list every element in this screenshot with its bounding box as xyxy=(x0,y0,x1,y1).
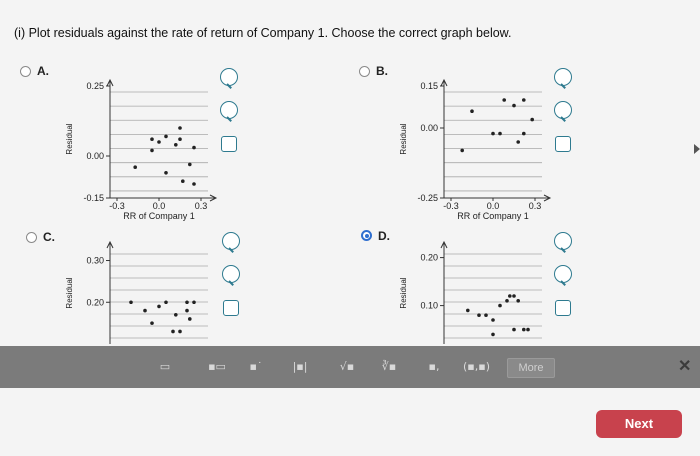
data-point xyxy=(522,132,526,136)
data-point xyxy=(491,333,495,337)
data-point xyxy=(164,300,168,304)
nth-root-icon[interactable]: ∛▪ xyxy=(381,360,397,373)
question-text: (i) Plot residuals against the rate of return of Company 1. Choose the correct graph below. xyxy=(14,26,512,40)
data-point xyxy=(150,137,154,141)
data-point xyxy=(460,149,464,153)
data-point xyxy=(129,300,133,304)
data-point xyxy=(133,165,137,169)
exponent-icon[interactable]: ▪˙ xyxy=(249,360,263,373)
option-c-letter: C. xyxy=(43,230,55,244)
x-tick-label: 0.3 xyxy=(194,201,208,211)
data-point xyxy=(192,182,196,186)
y-tick-label: 0.30 xyxy=(86,255,104,266)
y-axis-label: Residual xyxy=(399,123,408,155)
data-point xyxy=(178,126,182,130)
math-toolbar xyxy=(0,346,700,388)
data-point xyxy=(505,299,509,303)
data-point xyxy=(178,330,182,334)
data-point xyxy=(491,132,495,136)
data-point xyxy=(181,179,185,183)
data-point xyxy=(164,171,168,175)
x-tick-label: 0.0 xyxy=(486,201,500,211)
data-point xyxy=(484,313,488,317)
data-point xyxy=(157,305,161,309)
x-axis-label: RR of Company 1 xyxy=(123,211,195,221)
graph-b xyxy=(394,70,564,220)
zoom-out-icon[interactable] xyxy=(220,101,238,119)
data-point xyxy=(470,109,474,113)
data-point xyxy=(143,309,147,313)
data-point xyxy=(188,163,192,167)
y-tick-label: 0.10 xyxy=(420,300,438,311)
next-panel-arrow-icon[interactable] xyxy=(694,144,700,154)
y-axis-label: Residual xyxy=(65,123,74,155)
data-point xyxy=(185,300,189,304)
decimal-icon[interactable]: ▪, xyxy=(428,360,440,373)
data-point xyxy=(157,140,161,144)
x-tick-label: 0.0 xyxy=(152,201,166,211)
graph-a xyxy=(60,70,230,220)
y-axis-label: Residual xyxy=(65,277,74,309)
graph-d xyxy=(394,232,564,346)
option-d-radio[interactable] xyxy=(361,230,372,241)
zoom-out-icon[interactable] xyxy=(554,265,572,283)
data-point xyxy=(491,318,495,322)
y-tick-label: 0.25 xyxy=(86,81,104,91)
pop-out-icon[interactable] xyxy=(555,300,571,316)
next-button[interactable]: Next xyxy=(596,410,682,438)
pop-out-icon[interactable] xyxy=(555,136,571,152)
fraction-icon[interactable]: ▭ xyxy=(159,360,171,373)
data-point xyxy=(498,132,502,136)
data-point xyxy=(150,321,154,325)
zoom-out-icon[interactable] xyxy=(554,101,572,119)
x-tick-label: -0.3 xyxy=(443,201,459,211)
data-point xyxy=(508,294,512,298)
zoom-in-icon[interactable] xyxy=(554,68,572,86)
data-point xyxy=(466,309,470,313)
data-point xyxy=(188,317,192,321)
data-point xyxy=(171,330,175,334)
data-point xyxy=(526,328,530,332)
more-button[interactable]: More xyxy=(507,358,555,378)
zoom-in-icon[interactable] xyxy=(220,68,238,86)
zoom-in-icon[interactable] xyxy=(554,232,572,250)
data-point xyxy=(530,118,534,122)
y-tick-label: 0.00 xyxy=(86,151,104,161)
y-tick-label: 0.20 xyxy=(420,252,438,263)
option-d-letter: D. xyxy=(378,229,390,243)
data-point xyxy=(192,300,196,304)
option-b-radio[interactable] xyxy=(359,66,370,77)
data-point xyxy=(174,143,178,147)
data-point xyxy=(164,135,168,139)
data-point xyxy=(522,328,526,332)
absolute-value-icon[interactable]: |▪| xyxy=(292,360,308,373)
y-tick-label: 0.00 xyxy=(420,123,438,133)
close-toolbar-icon[interactable]: ✕ xyxy=(678,358,692,375)
data-point xyxy=(174,313,178,317)
x-axis-label: RR of Company 1 xyxy=(457,211,529,221)
x-tick-label: 0.3 xyxy=(528,201,542,211)
zoom-in-icon[interactable] xyxy=(222,232,240,250)
data-point xyxy=(178,137,182,141)
y-axis-label: Residual xyxy=(399,277,408,309)
data-point xyxy=(477,313,481,317)
y-tick-label: -0.15 xyxy=(83,193,104,203)
y-tick-label: -0.25 xyxy=(417,193,438,203)
data-point xyxy=(192,146,196,150)
data-point xyxy=(150,149,154,153)
option-b-letter: B. xyxy=(376,64,388,78)
data-point xyxy=(512,294,516,298)
data-point xyxy=(512,104,516,108)
mixed-number-icon[interactable]: ▪▭ xyxy=(208,360,226,373)
data-point xyxy=(502,98,506,102)
pop-out-icon[interactable] xyxy=(223,300,239,316)
data-point xyxy=(185,309,189,313)
zoom-out-icon[interactable] xyxy=(222,265,240,283)
option-c-radio[interactable] xyxy=(26,232,37,243)
data-point xyxy=(516,140,520,144)
pop-out-icon[interactable] xyxy=(221,136,237,152)
data-point xyxy=(512,328,516,332)
data-point xyxy=(498,304,502,308)
option-a-letter: A. xyxy=(37,64,49,78)
option-a-radio[interactable] xyxy=(20,66,31,77)
graph-c xyxy=(60,232,230,346)
ordered-pair-icon[interactable]: (▪,▪) xyxy=(463,360,490,373)
data-point xyxy=(522,98,526,102)
square-root-icon[interactable]: √▪ xyxy=(339,360,355,373)
y-tick-label: 0.15 xyxy=(420,81,438,91)
x-tick-label: -0.3 xyxy=(109,201,125,211)
data-point xyxy=(516,299,520,303)
y-tick-label: 0.20 xyxy=(86,297,104,308)
